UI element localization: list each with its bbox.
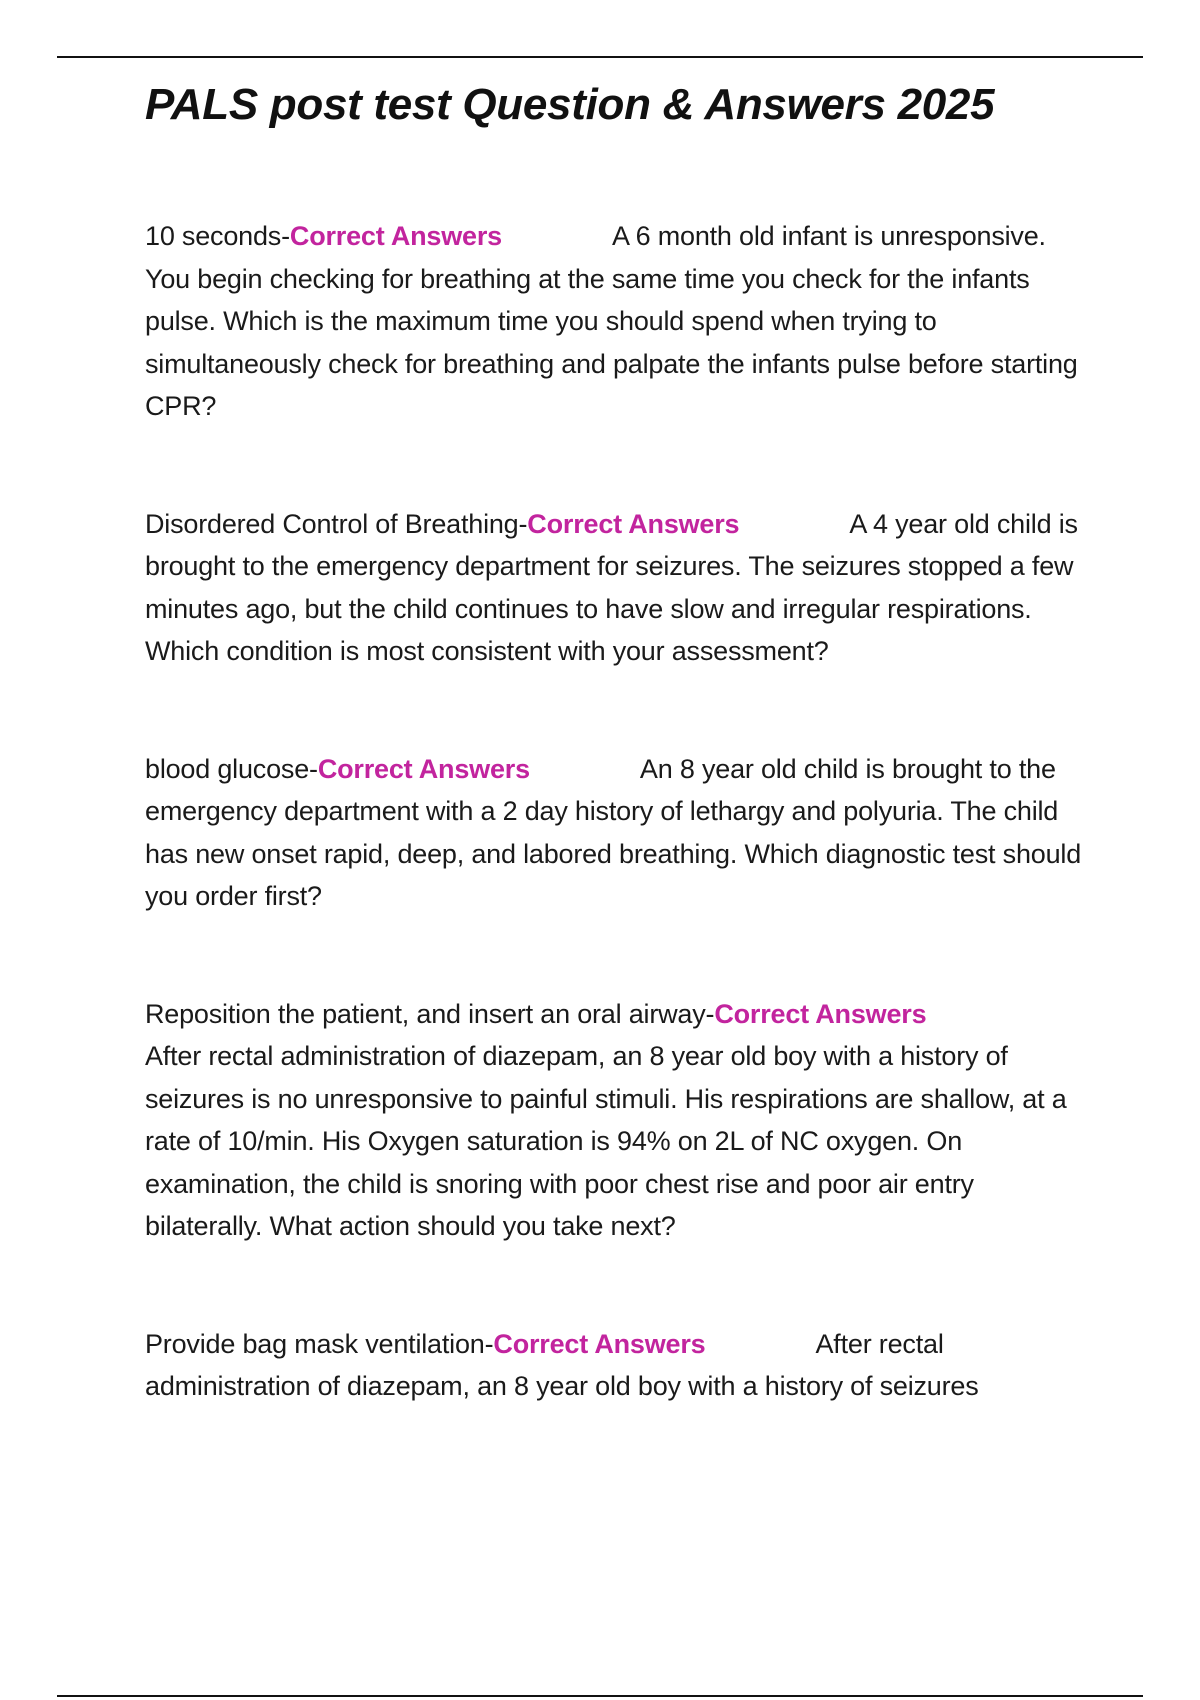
correct-answers-label: Correct Answers [527,508,740,539]
correct-answers-label: Correct Answers [714,998,927,1029]
top-rule [57,56,1143,58]
document-title: PALS post test Question & Answers 2025 [145,80,995,129]
qa-item [145,748,1090,918]
answer-text: Disordered Control of Breathing- [145,508,528,539]
document-body [145,70,1090,1408]
answer-text: Reposition the patient, and insert an oral airway- [145,998,715,1029]
answer-text: blood glucose- [145,753,318,784]
correct-answers-label: Correct Answers [317,753,530,784]
bottom-rule [57,1695,1143,1697]
answer-text: 10 seconds- [145,221,290,251]
qa-item [145,215,1090,428]
qa-item [145,503,1090,673]
question-text: A 4 year old child is brought to the emergency department for seizures. The seizures stopped a few minutes ago, but the child continues to have slow and irregular respirations. Which condition is most consistent with your assessment? [145,508,1078,666]
correct-answers-label: Correct Answers [289,221,502,251]
question-text: An 8 year old child is brought to the emergency department with a 2 day history of lethargy and polyuria. The child has new onset rapid, deep, and labored breathing. Which diagnostic test should you order first? [145,753,1082,911]
answer-text: Provide bag mask ventilation- [145,1328,494,1359]
qa-item [145,993,1090,1248]
question-text: After rectal administration of diazepam, an 8 year old boy with a history of seizures is no unresponsive to painful stimuli. His respirations are shallow, at a rate of 10/min. His Oxygen saturation is 94% on 2L of NC oxygen. On examination, the child is snoring with poor chest rise and poor air entry bilaterally. What action should you take next? [145,1041,1067,1241]
qa-item [145,1323,1090,1408]
question-text: After rectal administration of diazepam, an 8 year old boy with a history of seizures [145,1328,979,1401]
correct-answers-label: Correct Answers [493,1328,706,1359]
question-text: A 6 month old infant is unresponsive. You begin checking for breathing at the same time you check for the infants pulse. Which is the maximum time you should spend when trying to simultaneously check for breathing and palpate the infants pulse before starting CPR? [145,221,1078,421]
